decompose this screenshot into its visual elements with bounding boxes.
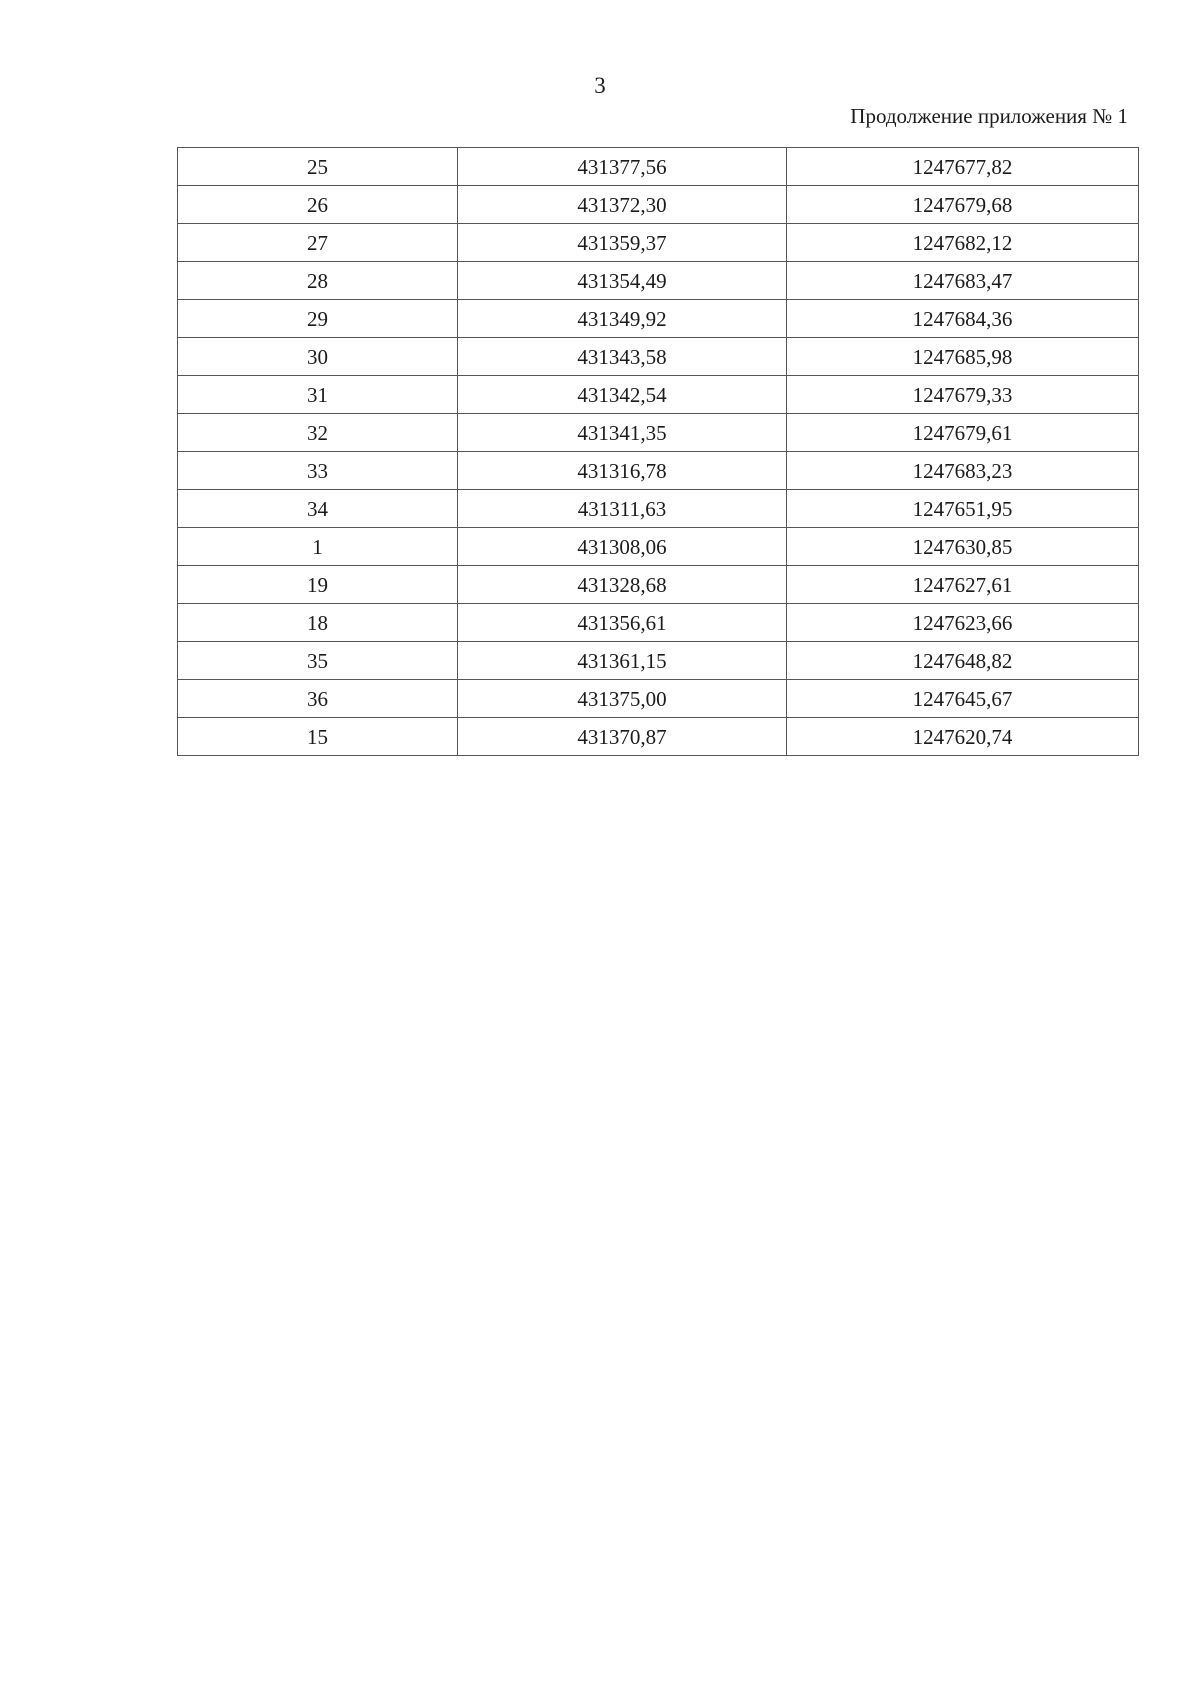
x-coordinate-cell: 431316,78 xyxy=(458,452,787,490)
x-coordinate-cell: 431354,49 xyxy=(458,262,787,300)
x-coordinate-cell: 431311,63 xyxy=(458,490,787,528)
point-number-cell: 35 xyxy=(178,642,458,680)
point-number-cell: 29 xyxy=(178,300,458,338)
point-number-cell: 32 xyxy=(178,414,458,452)
y-coordinate-cell: 1247627,61 xyxy=(787,566,1139,604)
y-coordinate-cell: 1247684,36 xyxy=(787,300,1139,338)
point-number-cell: 26 xyxy=(178,186,458,224)
x-coordinate-cell: 431343,58 xyxy=(458,338,787,376)
x-coordinate-cell: 431359,37 xyxy=(458,224,787,262)
table-row xyxy=(178,680,1139,718)
y-coordinate-cell: 1247682,12 xyxy=(787,224,1139,262)
table-row xyxy=(178,148,1139,186)
point-number-cell: 25 xyxy=(178,148,458,186)
page-number: 3 xyxy=(594,73,606,98)
point-number-cell: 27 xyxy=(178,224,458,262)
table-row xyxy=(178,300,1139,338)
x-coordinate-cell: 431375,00 xyxy=(458,680,787,718)
y-coordinate-cell: 1247645,67 xyxy=(787,680,1139,718)
table-row xyxy=(178,414,1139,452)
point-number-cell: 36 xyxy=(178,680,458,718)
x-coordinate-cell: 431308,06 xyxy=(458,528,787,566)
point-number-cell: 19 xyxy=(178,566,458,604)
table-row xyxy=(178,566,1139,604)
table-row xyxy=(178,262,1139,300)
y-coordinate-cell: 1247679,33 xyxy=(787,376,1139,414)
y-coordinate-cell: 1247630,85 xyxy=(787,528,1139,566)
point-number-cell: 33 xyxy=(178,452,458,490)
table-row xyxy=(178,604,1139,642)
point-number-cell: 34 xyxy=(178,490,458,528)
appendix-continuation-label: Продолжение приложения № 1 xyxy=(850,104,1128,128)
table-row xyxy=(178,490,1139,528)
coordinates-table xyxy=(177,147,1139,756)
table-row xyxy=(178,642,1139,680)
point-number-cell: 1 xyxy=(178,528,458,566)
point-number-cell: 31 xyxy=(178,376,458,414)
x-coordinate-cell: 431377,56 xyxy=(458,148,787,186)
y-coordinate-cell: 1247677,82 xyxy=(787,148,1139,186)
point-number-cell: 28 xyxy=(178,262,458,300)
y-coordinate-cell: 1247683,47 xyxy=(787,262,1139,300)
x-coordinate-cell: 431342,54 xyxy=(458,376,787,414)
x-coordinate-cell: 431328,68 xyxy=(458,566,787,604)
y-coordinate-cell: 1247623,66 xyxy=(787,604,1139,642)
y-coordinate-cell: 1247648,82 xyxy=(787,642,1139,680)
x-coordinate-cell: 431361,15 xyxy=(458,642,787,680)
point-number-cell: 15 xyxy=(178,718,458,756)
point-number-cell: 18 xyxy=(178,604,458,642)
x-coordinate-cell: 431349,92 xyxy=(458,300,787,338)
y-coordinate-cell: 1247679,68 xyxy=(787,186,1139,224)
y-coordinate-cell: 1247683,23 xyxy=(787,452,1139,490)
table-row xyxy=(178,224,1139,262)
table-row xyxy=(178,528,1139,566)
y-coordinate-cell: 1247679,61 xyxy=(787,414,1139,452)
table-row xyxy=(178,338,1139,376)
table-row xyxy=(178,376,1139,414)
x-coordinate-cell: 431370,87 xyxy=(458,718,787,756)
table-row xyxy=(178,718,1139,756)
y-coordinate-cell: 1247685,98 xyxy=(787,338,1139,376)
x-coordinate-cell: 431356,61 xyxy=(458,604,787,642)
y-coordinate-cell: 1247651,95 xyxy=(787,490,1139,528)
x-coordinate-cell: 431341,35 xyxy=(458,414,787,452)
y-coordinate-cell: 1247620,74 xyxy=(787,718,1139,756)
point-number-cell: 30 xyxy=(178,338,458,376)
table-row xyxy=(178,186,1139,224)
table-row xyxy=(178,452,1139,490)
coordinates-table-body xyxy=(178,148,1139,756)
x-coordinate-cell: 431372,30 xyxy=(458,186,787,224)
